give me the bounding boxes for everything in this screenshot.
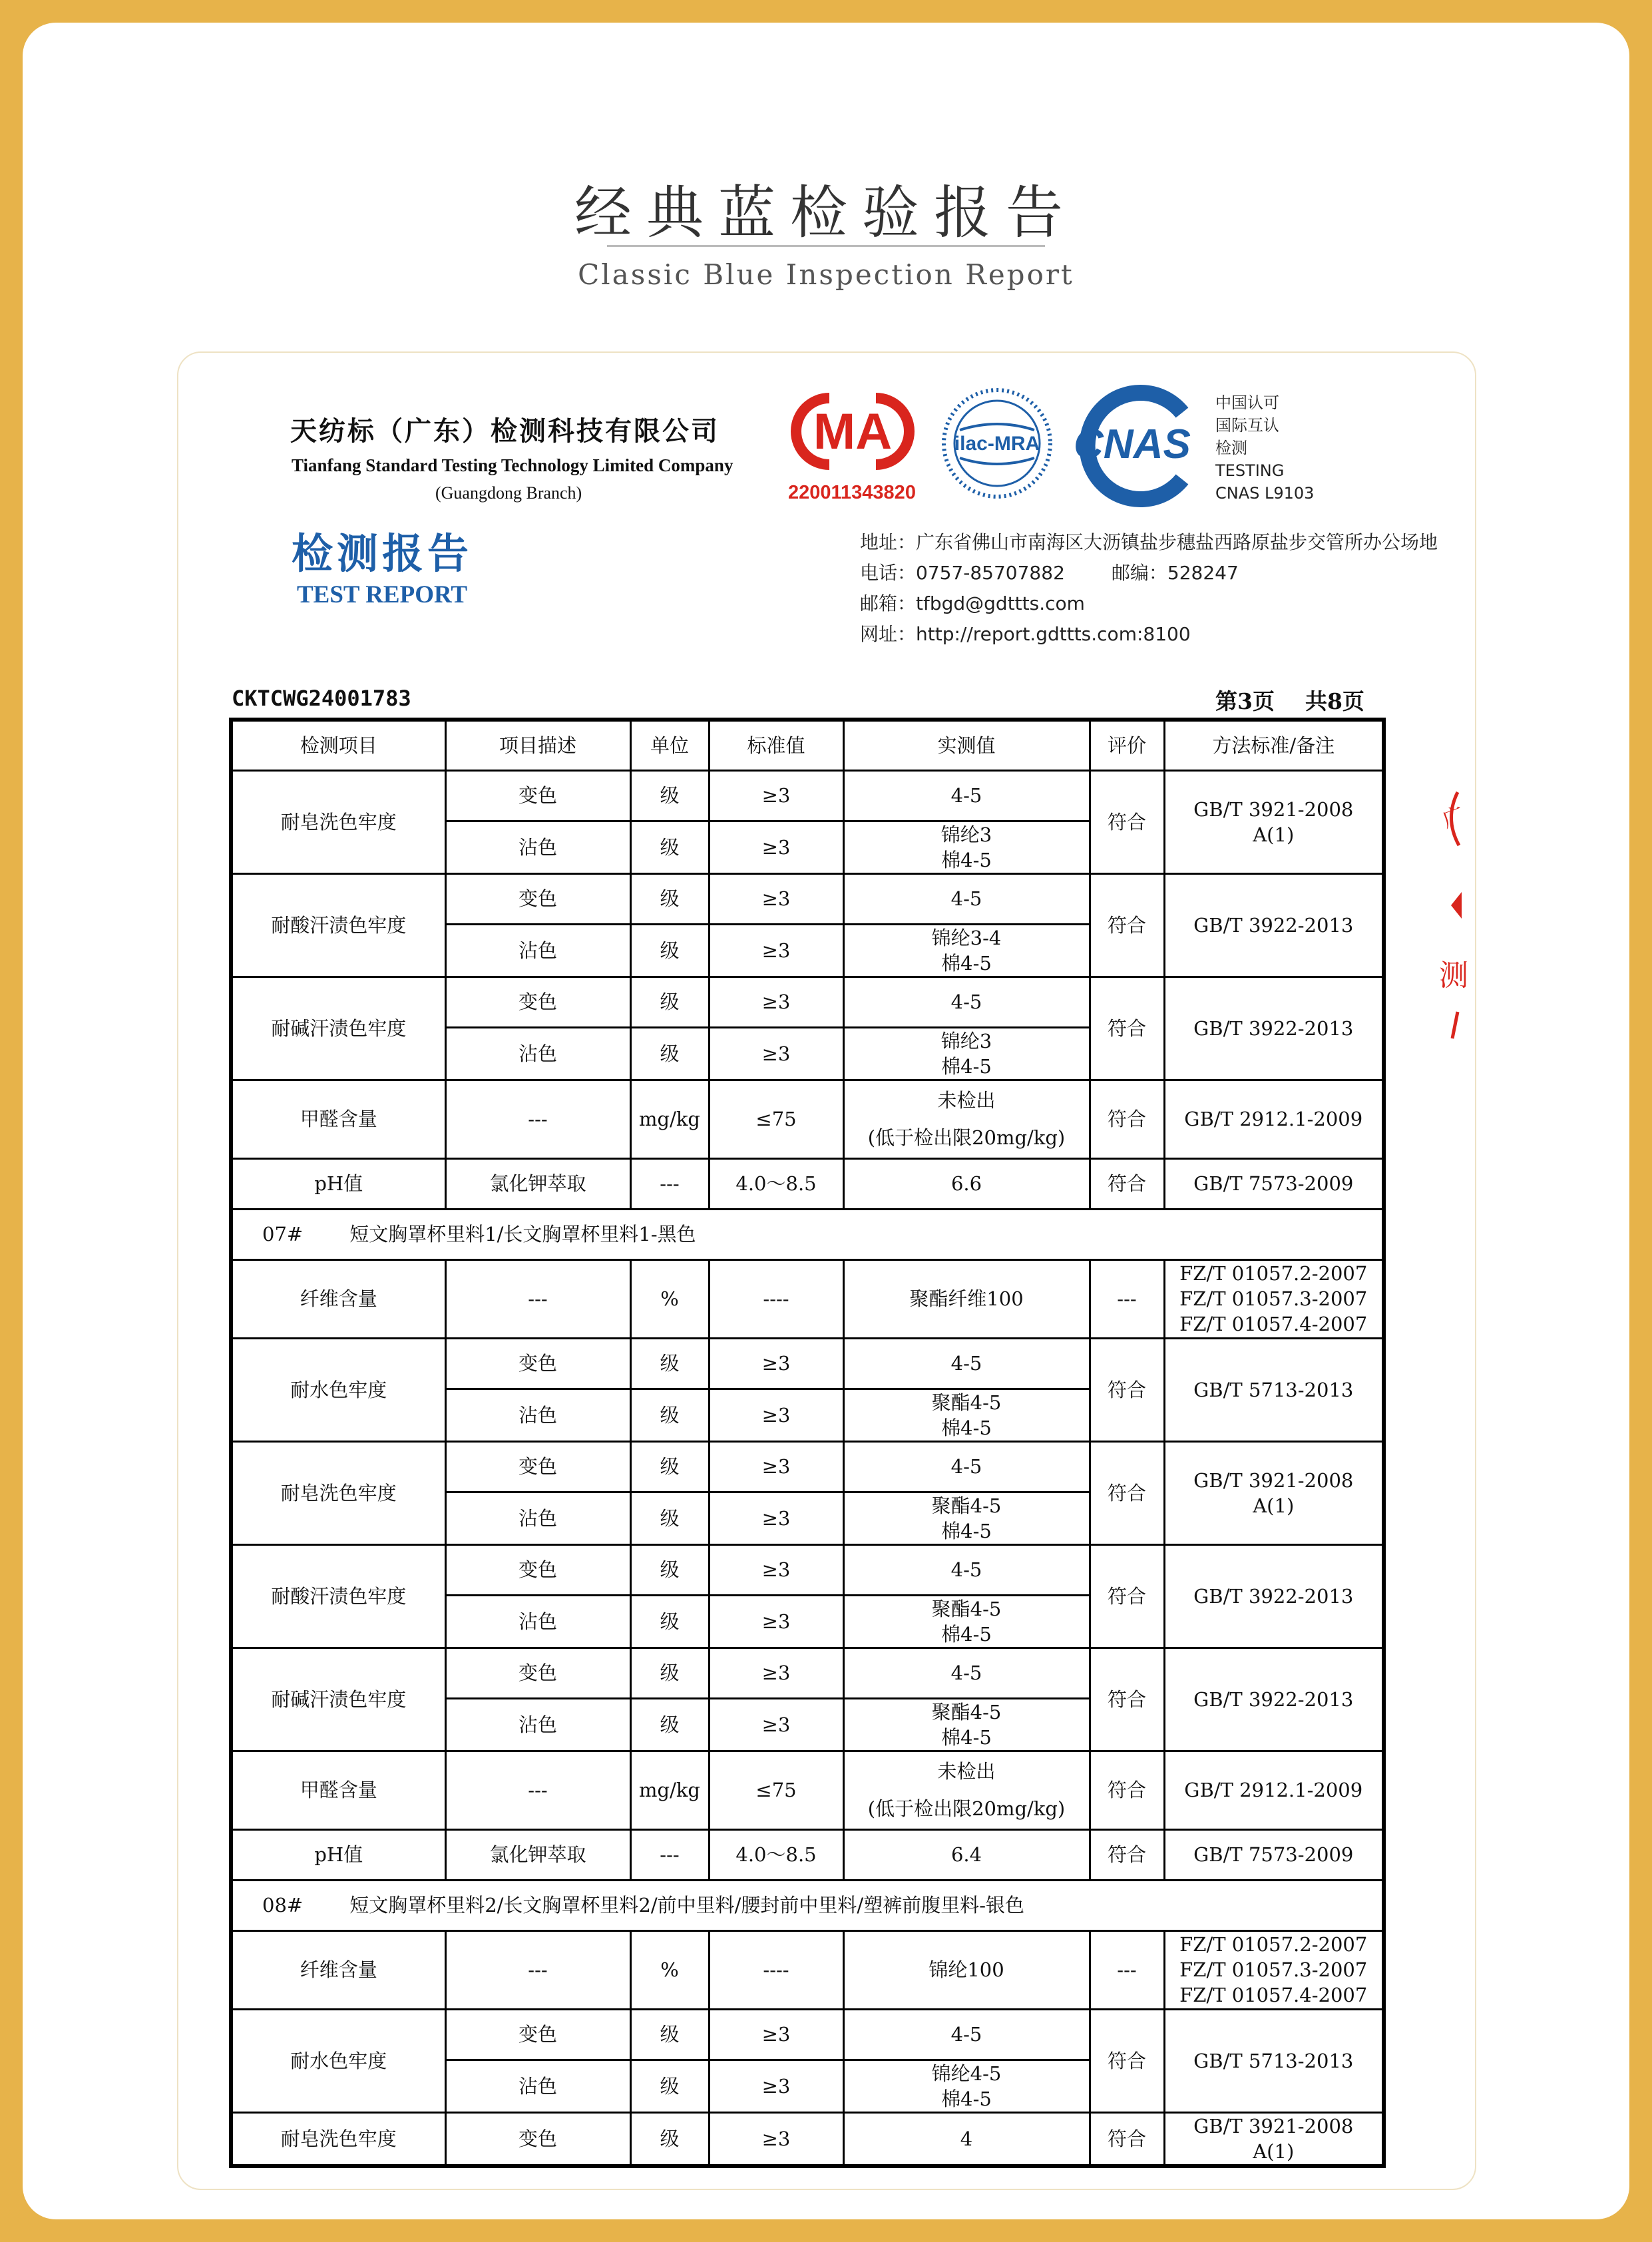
item-description: 沾色: [445, 821, 630, 873]
unit: 级: [630, 1389, 709, 1441]
test-item: pH值: [231, 1829, 445, 1880]
test-item: 耐水色牢度: [231, 1338, 445, 1441]
ilac-mra-logo-icon: [940, 378, 1054, 509]
standard-value: ≥3: [709, 1648, 843, 1698]
measured-value: 4-5: [843, 1338, 1090, 1389]
postcode: 邮编：528247: [1111, 562, 1239, 584]
table-row: [231, 1259, 1384, 1338]
unit: 级: [630, 1441, 709, 1492]
item-description: 变色: [445, 770, 630, 821]
test-item: 甲醛含量: [231, 1751, 445, 1829]
unit: 级: [630, 2009, 709, 2060]
item-description: 变色: [445, 2009, 630, 2060]
column-header: 检测项目: [231, 720, 445, 770]
unit: 级: [630, 1595, 709, 1648]
measured-value: 锦纶3-4 棉4-5: [843, 924, 1090, 977]
table-row: [231, 977, 1384, 1027]
unit: 级: [630, 770, 709, 821]
method-standard: FZ/T 01057.2-2007 FZ/T 01057.3-2007 FZ/T 01057.4-2007: [1164, 1930, 1384, 2009]
unit: 级: [630, 873, 709, 924]
method-standard: GB/T 3922-2013: [1164, 977, 1384, 1080]
method-standard: GB/T 7573-2009: [1164, 1158, 1384, 1209]
table-row: [231, 1080, 1384, 1158]
evaluation: 符合: [1090, 977, 1164, 1080]
report-title-cn: 检测报告: [292, 529, 473, 578]
evaluation: 符合: [1090, 1648, 1164, 1751]
item-description: 氯化钾萃取: [445, 1158, 630, 1209]
item-description: 沾色: [445, 1027, 630, 1080]
sample-group-label: [231, 1880, 1384, 1930]
standard-value: ≥3: [709, 1441, 843, 1492]
standard-value: ≥3: [709, 770, 843, 821]
sample-code: 08#: [262, 1894, 304, 1916]
method-standard: GB/T 3921-2008 A(1): [1164, 1441, 1384, 1544]
sample-group-label: [231, 1209, 1384, 1259]
standard-value: ≥3: [709, 2060, 843, 2112]
page-title: 经典蓝检验报告: [574, 180, 1078, 246]
standard-value: 4.0～8.5: [709, 1829, 843, 1880]
evaluation: 符合: [1090, 2009, 1164, 2112]
column-header: 项目描述: [445, 720, 630, 770]
sample-group-row: [231, 1880, 1384, 1930]
measured-value: 聚酯4-5 棉4-5: [843, 1389, 1090, 1441]
website: 网址：http://report.gdttts.com:8100: [860, 623, 1191, 645]
method-standard: GB/T 3921-2008 A(1): [1164, 2112, 1384, 2166]
standard-value: ≥3: [709, 924, 843, 977]
item-description: 变色: [445, 873, 630, 924]
evaluation: 符合: [1090, 1441, 1164, 1544]
method-standard: GB/T 3921-2008 A(1): [1164, 770, 1384, 873]
test-item: 耐碱汗渍色牢度: [231, 1648, 445, 1751]
unit: 级: [630, 2112, 709, 2166]
measured-value: 锦纶3 棉4-5: [843, 1027, 1090, 1080]
test-item: 耐皂洗色牢度: [231, 1441, 445, 1544]
page-current: 第3页: [1215, 688, 1275, 714]
measured-value: 未检出 (低于检出限20mg/kg): [843, 1751, 1090, 1829]
measured-value: 聚酯纤维100: [843, 1259, 1090, 1338]
table-header-row: [231, 720, 1384, 770]
column-header: 标准值: [709, 720, 843, 770]
unit: 级: [630, 977, 709, 1027]
evaluation: 符合: [1090, 1544, 1164, 1648]
item-description: 变色: [445, 1648, 630, 1698]
measured-value: 锦纶3 棉4-5: [843, 821, 1090, 873]
svg-text:广: 广: [1438, 801, 1468, 833]
standard-value: ----: [709, 1930, 843, 2009]
svg-text:测: 测: [1439, 959, 1468, 993]
test-item: 耐皂洗色牢度: [231, 2112, 445, 2166]
cma-logo-icon: [789, 391, 916, 471]
unit: %: [630, 1259, 709, 1338]
standard-value: 4.0～8.5: [709, 1158, 843, 1209]
standard-value: ≥3: [709, 873, 843, 924]
standard-value: ----: [709, 1259, 843, 1338]
item-description: 沾色: [445, 1698, 630, 1751]
unit: 级: [630, 1698, 709, 1751]
page-indicator: [1215, 684, 1364, 716]
title-divider: [607, 245, 1045, 247]
table-row: [231, 1338, 1384, 1389]
company-name-cn: 天纺标（广东）检测科技有限公司: [290, 416, 720, 447]
sample-description: 短文胸罩杯里料1/长文胸罩杯里料1-黑色: [349, 1223, 696, 1245]
table-row: [231, 1648, 1384, 1698]
column-header: 评价: [1090, 720, 1164, 770]
measured-value: 4-5: [843, 1441, 1090, 1492]
standard-value: ≥3: [709, 2009, 843, 2060]
test-item: 耐酸汗渍色牢度: [231, 873, 445, 977]
standard-value: ≥3: [709, 1595, 843, 1648]
unit: 级: [630, 2060, 709, 2112]
column-header: 方法标准/备注: [1164, 720, 1384, 770]
item-description: 氯化钾萃取: [445, 1829, 630, 1880]
standard-value: ≥3: [709, 821, 843, 873]
item-description: 沾色: [445, 1389, 630, 1441]
method-standard: GB/T 3922-2013: [1164, 1544, 1384, 1648]
unit: 级: [630, 1648, 709, 1698]
standard-value: ≤75: [709, 1751, 843, 1829]
evaluation: 符合: [1090, 1338, 1164, 1441]
measured-value: 4-5: [843, 977, 1090, 1027]
table-row: [231, 1930, 1384, 2009]
measured-value: 4-5: [843, 1544, 1090, 1595]
item-description: 沾色: [445, 1595, 630, 1648]
method-standard: GB/T 2912.1-2009: [1164, 1080, 1384, 1158]
measured-value: 4-5: [843, 2009, 1090, 2060]
test-results-table: [229, 718, 1386, 2168]
cma-number: 220011343820: [788, 482, 916, 503]
measured-value: 聚酯4-5 棉4-5: [843, 1492, 1090, 1544]
evaluation: 符合: [1090, 770, 1164, 873]
item-description: 沾色: [445, 2060, 630, 2112]
standard-value: ≥3: [709, 1698, 843, 1751]
item-description: 变色: [445, 2112, 630, 2166]
measured-value: 4-5: [843, 1648, 1090, 1698]
page-total: 共8页: [1305, 688, 1364, 714]
method-standard: GB/T 5713-2013: [1164, 1338, 1384, 1441]
standard-value: ≥3: [709, 1492, 843, 1544]
measured-value: 聚酯4-5 棉4-5: [843, 1595, 1090, 1648]
phone: 电话：0757-85707882: [860, 562, 1065, 584]
test-item: 甲醛含量: [231, 1080, 445, 1158]
email: 邮箱：tfbgd@gdttts.com: [860, 592, 1085, 614]
item-description: 沾色: [445, 924, 630, 977]
item-description: 沾色: [445, 1492, 630, 1544]
evaluation: 符合: [1090, 1158, 1164, 1209]
item-description: 变色: [445, 1544, 630, 1595]
test-item: 耐碱汗渍色牢度: [231, 977, 445, 1080]
item-description: ---: [445, 1751, 630, 1829]
contact-info: [860, 527, 1438, 650]
test-item: 纤维含量: [231, 1930, 445, 2009]
measured-value: 锦纶100: [843, 1930, 1090, 2009]
standard-value: ≤75: [709, 1080, 843, 1158]
table-row: [231, 1544, 1384, 1595]
test-item: 纤维含量: [231, 1259, 445, 1338]
report-title-en: TEST REPORT: [297, 581, 468, 608]
sample-description: 短文胸罩杯里料2/长文胸罩杯里料2/前中里料/腰封前中里料/塑裤前腹里料-银色: [349, 1894, 1024, 1916]
red-seal-stamp-icon: [1438, 785, 1468, 1052]
method-standard: GB/T 3922-2013: [1164, 873, 1384, 977]
test-item: 耐皂洗色牢度: [231, 770, 445, 873]
measured-value: 4: [843, 2112, 1090, 2166]
measured-value: 4-5: [843, 770, 1090, 821]
measured-value: 6.6: [843, 1158, 1090, 1209]
ilac-mra-logo-text: ilac-MRA: [954, 433, 1040, 455]
table-row: [231, 2009, 1384, 2060]
table-row: [231, 1441, 1384, 1492]
cnas-logo-icon: [1069, 386, 1195, 506]
cnas-logo-text: CNAS: [1074, 421, 1191, 467]
unit: 级: [630, 1492, 709, 1544]
item-description: 变色: [445, 1441, 630, 1492]
column-header: 实测值: [843, 720, 1090, 770]
standard-value: ≥3: [709, 1389, 843, 1441]
standard-value: ≥3: [709, 2112, 843, 2166]
measured-value: 锦纶4-5 棉4-5: [843, 2060, 1090, 2112]
table-row: [231, 770, 1384, 821]
measured-value: 聚酯4-5 棉4-5: [843, 1698, 1090, 1751]
method-standard: GB/T 2912.1-2009: [1164, 1751, 1384, 1829]
standard-value: ≥3: [709, 977, 843, 1027]
measured-value: 4-5: [843, 873, 1090, 924]
table-row: [231, 2112, 1384, 2166]
evaluation: ---: [1090, 1259, 1164, 1338]
unit: %: [630, 1930, 709, 2009]
standard-value: ≥3: [709, 1544, 843, 1595]
item-description: ---: [445, 1080, 630, 1158]
measured-value: 未检出 (低于检出限20mg/kg): [843, 1080, 1090, 1158]
evaluation: 符合: [1090, 1080, 1164, 1158]
unit: ---: [630, 1829, 709, 1880]
test-item: pH值: [231, 1158, 445, 1209]
sample-group-row: [231, 1209, 1384, 1259]
method-standard: FZ/T 01057.2-2007 FZ/T 01057.3-2007 FZ/T 01057.4-2007: [1164, 1259, 1384, 1338]
standard-value: ≥3: [709, 1338, 843, 1389]
cnas-accreditation-text: 中国认可 国际互认 检测 TESTING CNAS L9103: [1215, 393, 1315, 503]
item-description: ---: [445, 1259, 630, 1338]
unit: mg/kg: [630, 1080, 709, 1158]
table-row: [231, 1829, 1384, 1880]
method-standard: GB/T 7573-2009: [1164, 1829, 1384, 1880]
column-header: 单位: [630, 720, 709, 770]
company-name-en: Tianfang Standard Testing Technology Limited Company: [292, 455, 733, 475]
method-standard: GB/T 5713-2013: [1164, 2009, 1384, 2112]
measured-value: 6.4: [843, 1829, 1090, 1880]
item-description: ---: [445, 1930, 630, 2009]
unit: 级: [630, 1544, 709, 1595]
test-item: 耐酸汗渍色牢度: [231, 1544, 445, 1648]
unit: ---: [630, 1158, 709, 1209]
item-description: 变色: [445, 1338, 630, 1389]
company-branch: (Guangdong Branch): [435, 483, 582, 503]
evaluation: ---: [1090, 1930, 1164, 2009]
table-row: [231, 1751, 1384, 1829]
unit: 级: [630, 821, 709, 873]
evaluation: 符合: [1090, 1751, 1164, 1829]
evaluation: 符合: [1090, 873, 1164, 977]
test-item: 耐水色牢度: [231, 2009, 445, 2112]
table-row: [231, 873, 1384, 924]
unit: 级: [630, 1027, 709, 1080]
unit: mg/kg: [630, 1751, 709, 1829]
report-number: CKTCWG24001783: [232, 686, 411, 711]
standard-value: ≥3: [709, 1027, 843, 1080]
evaluation: 符合: [1090, 1829, 1164, 1880]
unit: 级: [630, 1338, 709, 1389]
page-subtitle: Classic Blue Inspection Report: [578, 258, 1074, 291]
table-row: [231, 1158, 1384, 1209]
item-description: 变色: [445, 977, 630, 1027]
evaluation: 符合: [1090, 2112, 1164, 2166]
method-standard: GB/T 3922-2013: [1164, 1648, 1384, 1751]
sample-code: 07#: [262, 1223, 304, 1245]
unit: 级: [630, 924, 709, 977]
address: 地址：广东省佛山市南海区大沥镇盐步穗盐西路原盐步交管所办公场地: [860, 531, 1438, 553]
cma-logo-text: MA: [813, 403, 893, 460]
